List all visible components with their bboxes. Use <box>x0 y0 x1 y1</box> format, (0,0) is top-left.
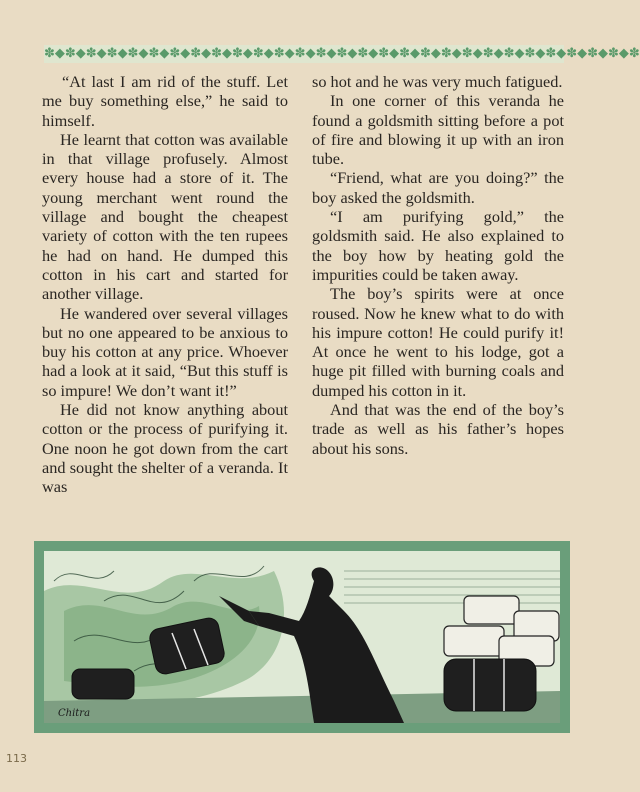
ornament-pattern: ✽◆✽◆✽◆✽◆✽◆✽◆✽◆✽◆✽◆✽◆✽◆✽◆✽◆✽◆✽◆✽◆✽◆✽◆✽◆✽◆✽◆✽◆✽◆✽◆✽◆✽◆✽◆✽◆✽ <box>44 46 640 61</box>
illustration <box>44 551 560 723</box>
left-column <box>42 72 288 497</box>
paragraph: so hot and he was very much fatigued. <box>312 72 563 91</box>
paragraph: He learnt that cotton was available in that village profusely. Almost every house had a store of it. The young merchant went round the village and bought the cheapest variety of cotton with the ten rupees he had on hand. He dumped this cotton in his cart and started for another village. <box>42 129 288 304</box>
paragraph: “Friend, what are you doing?” the boy asked the goldsmith. <box>312 168 564 207</box>
paragraph: “I am purifying gold,” the goldsmith said. He also explained to the boy how by heating gold the impurities could be taken away. <box>312 207 564 284</box>
decorative-border <box>44 45 640 63</box>
page-mark: 113 <box>6 752 27 765</box>
illustration-drawing <box>44 551 560 723</box>
paragraph: In one corner of this veranda he found a goldsmith sitting before a pot of fire and blowing it up with an iron tube. <box>312 91 564 169</box>
right-column <box>312 72 564 458</box>
paragraph: The boy’s spirits were at once roused. Now he knew what to do with his impure cotton! He could purify it! At once he went to his lodge, got a huge pit filled with burning coals and dumped his cotton in it. <box>312 284 564 400</box>
paragraph: He wandered over several villages but no one appeared to be anxious to buy his cotton at any price. Whoever had a look at it said, “But this stuff is so impure! We don’t want it!” <box>42 303 288 400</box>
paragraph: “At last I am rid of the stuff. Let me buy something else,” he said to himself. <box>42 72 288 130</box>
paragraph: And that was the end of the boy’s trade as well as his father’s hopes about his sons. <box>312 400 564 458</box>
paragraph: He did not know anything about cotton or the process of purifying it. One noon he got down from the cart and sought the shelter of a veranda. It was <box>42 400 288 497</box>
artist-signature: Chitra <box>58 708 91 719</box>
